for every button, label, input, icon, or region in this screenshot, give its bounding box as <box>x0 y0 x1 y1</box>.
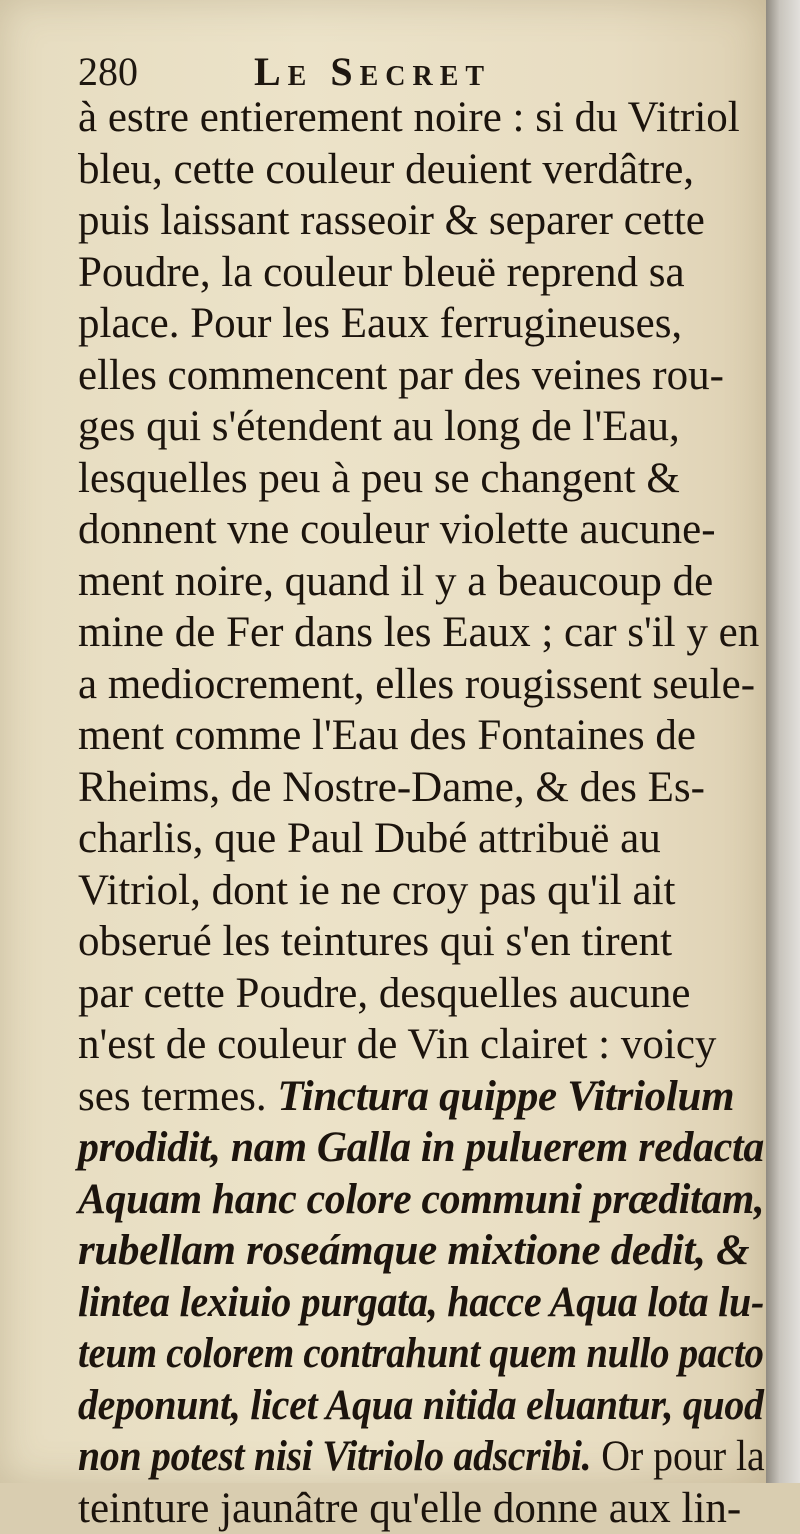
text-line-content: bleu, cette couleur deuient verdâtre, <box>78 146 694 193</box>
text-line <box>78 92 764 144</box>
text-line-content: puis laissant rasseoir & separer cette <box>78 197 705 244</box>
text-line <box>78 1174 743 1226</box>
text-line <box>78 710 764 762</box>
text-line-content: lesquelles peu à peu se changent & <box>78 455 680 502</box>
text-line-content: obserué les teintures qui s'en tirent <box>78 918 672 965</box>
text-line <box>78 1019 764 1071</box>
text-line <box>78 813 764 865</box>
text-line-content: Rheims, de Nostre-Dame, & des Es- <box>78 764 705 811</box>
text-line-content: mine de Fer dans les Eaux ; car s'il y en <box>78 609 759 656</box>
running-title: Le Secret <box>254 48 491 95</box>
text-line <box>78 1225 764 1277</box>
text-line-content: deponunt, licet Aqua nitida eluantur, quod <box>78 1382 764 1429</box>
text-line <box>78 1071 764 1123</box>
text-line-content: non potest nisi Vitriolo adscribi. <box>78 1433 591 1480</box>
page-edge <box>766 0 800 1483</box>
text-line-content: donnent vne couleur violette aucune- <box>78 506 716 553</box>
text-line-content: charlis, que Paul Dubé attribuë au <box>78 815 661 862</box>
text-line <box>78 350 764 402</box>
text-line <box>78 1380 714 1432</box>
text-line <box>78 1483 764 1534</box>
text-line <box>78 1328 698 1380</box>
text-line-latin: Tinctura quippe Vitriolum <box>277 1073 734 1120</box>
text-line-content: n'est de couleur de Vin clairet : voicy <box>78 1021 716 1068</box>
text-line-content: Poudre, la couleur bleuë reprend sa <box>78 249 685 296</box>
text-line-content: teum colorem contrahunt quem nullo pacto <box>78 1330 764 1377</box>
text-line-content: rubellam roseámque mixtione dedit, & <box>78 1227 749 1274</box>
text-line-content: prodidit, nam Galla in puluerem redacta <box>78 1124 764 1171</box>
text-line <box>78 659 764 711</box>
text-line-content: Aquam hanc colore communi præditam, <box>78 1176 764 1223</box>
text-line <box>78 144 764 196</box>
text-line <box>78 247 764 299</box>
page-number: 280 <box>78 48 138 95</box>
text-line-content: ment noire, quand il y a beaucoup de <box>78 558 713 605</box>
text-line <box>78 1122 745 1174</box>
text-line <box>78 968 764 1020</box>
text-line <box>78 556 764 608</box>
page-header <box>78 48 758 98</box>
text-line <box>78 195 764 247</box>
text-line <box>78 453 764 505</box>
text-line-french: Or pour la <box>591 1433 764 1480</box>
body-text <box>78 92 764 1534</box>
text-line <box>78 1431 713 1483</box>
text-line-content: ment comme l'Eau des Fontaines de <box>78 712 696 759</box>
text-line-content: Vitriol, dont ie ne croy pas qu'il ait <box>78 867 676 914</box>
text-line-content: lintea lexiuio purgata, hacce Aqua lota lu- <box>78 1279 764 1326</box>
text-line <box>78 607 764 659</box>
text-line <box>78 762 764 814</box>
text-line-content: par cette Poudre, desquelles aucune <box>78 970 691 1017</box>
text-line <box>78 401 764 453</box>
text-line <box>78 298 764 350</box>
text-line-content: ges qui s'étendent au long de l'Eau, <box>78 403 680 450</box>
text-line-content: ses termes. <box>78 1073 277 1120</box>
text-line-content: elles commencent par des veines rou- <box>78 352 724 399</box>
text-line-content: à estre entierement noire : si du Vitriol <box>78 94 740 141</box>
text-line-content: teinture jaunâtre qu'elle donne aux lin- <box>78 1485 741 1532</box>
text-line <box>78 1277 717 1329</box>
text-line-content: a mediocrement, elles rougissent seule- <box>78 661 755 708</box>
text-line-content: place. Pour les Eaux ferrugineuses, <box>78 300 682 347</box>
text-line <box>78 865 764 917</box>
text-line <box>78 504 764 556</box>
text-line <box>78 916 764 968</box>
